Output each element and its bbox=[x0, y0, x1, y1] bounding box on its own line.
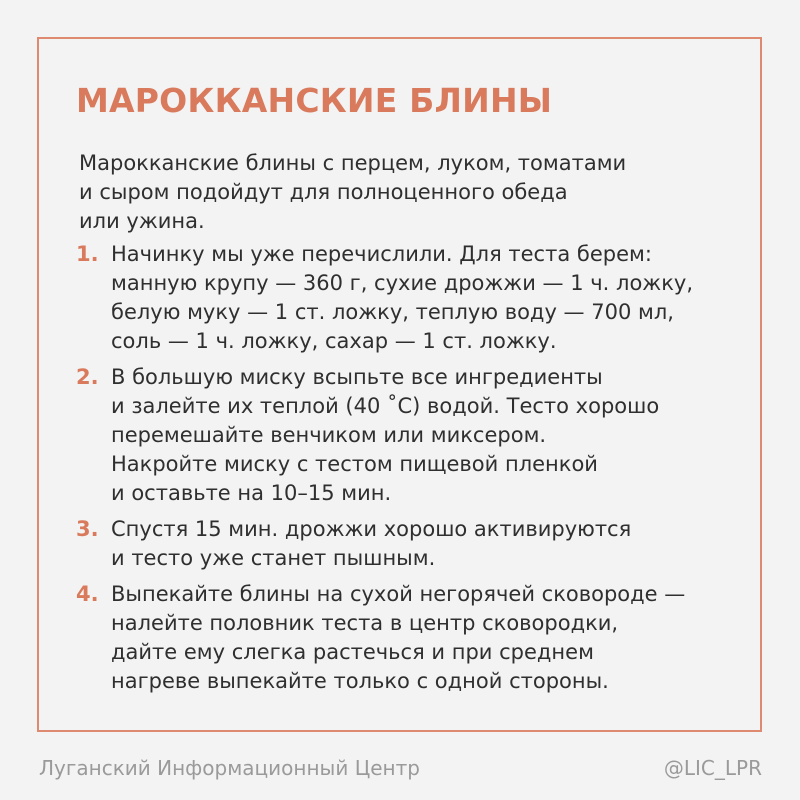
page-title: МАРОККАНСКИЕ БЛИНЫ bbox=[76, 81, 553, 120]
steps-list bbox=[76, 240, 746, 703]
step-3 bbox=[76, 515, 746, 573]
step-number: 3. bbox=[76, 517, 99, 541]
step-number: 4. bbox=[76, 582, 99, 606]
step-number: 1. bbox=[76, 242, 99, 266]
footer-handle: @LIC_LPR bbox=[663, 756, 762, 780]
step-number: 2. bbox=[76, 365, 99, 389]
footer-source: Луганский Информационный Центр bbox=[39, 756, 420, 780]
step-text: Спустя 15 мин. дрожжи хорошо активируются и тесто уже станет пышным. bbox=[111, 517, 632, 570]
step-text: В большую миску всыпьте все ингредиенты и залейте их теплой (40 ˚С) водой. Тесто хорошо перемешайте венчиком или миксером. Накройте миску с тестом пищевой пленкой и оставьте на 10–15 мин. bbox=[111, 365, 660, 505]
intro-paragraph: Марокканские блины с перцем, луком, томатами и сыром подойдут для полноценного обеда или ужина. bbox=[79, 151, 627, 233]
step-text: Выпекайте блины на сухой негорячей сковороде — налейте половник теста в центр сковородки, дайте ему слегка растечься и при среднем нагреве выпекайте только с одной стороны. bbox=[111, 582, 686, 693]
step-1 bbox=[76, 240, 746, 356]
step-4 bbox=[76, 580, 746, 696]
step-text: Начинку мы уже перечислили. Для теста берем: манную крупу — 360 г, сухие дрожжи — 1 ч. ложку, белую муку — 1 ст. ложку, теплую воду — 700 мл, соль — 1 ч. ложку, сахар — 1 ст. ложку. bbox=[111, 242, 693, 353]
step-2 bbox=[76, 363, 746, 508]
